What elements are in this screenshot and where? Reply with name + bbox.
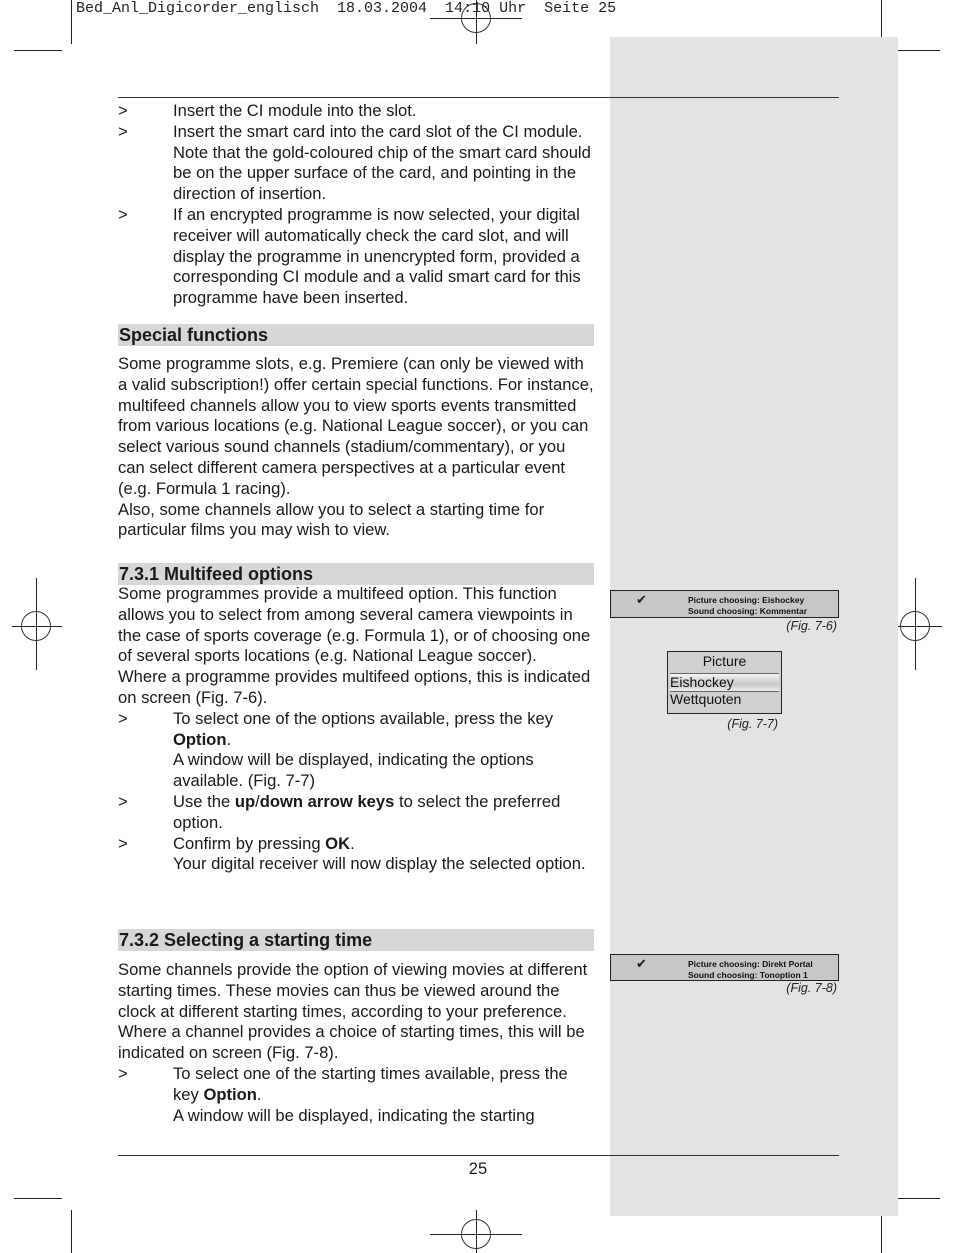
registration-cross [12,626,62,627]
key-name: up [234,791,256,811]
paragraph: Where a programme provides multifeed options, this is indicated on screen (Fig. 7-6). [118,667,591,707]
list-item [118,101,596,122]
menu-option-selected[interactable]: Eishockey [670,673,779,692]
list-item [118,709,596,792]
bottom-rule [118,1155,839,1156]
paragraph: Also, some channels allow you to select a starting time for particular films you may wish to view. [118,499,545,540]
bullet-marker: > [118,708,128,728]
intro-bullets [118,101,596,309]
list-item [118,122,596,205]
osd-banner-fig-7-6 [610,590,839,618]
bullet-text: Insert the smart card into the card slot of the CI module. Note that the gold-coloured chip of the smart card should be on the upper surface of the card, and pointing in the direction of insertion. [173,121,591,204]
crop-mark [71,1210,72,1253]
top-rule [118,97,839,98]
bullet-text: Insert the CI module into the slot. [173,101,417,120]
crop-mark [881,1210,882,1253]
bullet-marker: > [118,791,128,811]
osd-picture-line: Picture choosing: Direkt Portal [688,959,813,969]
bullet-text: Use the up/down arrow keys to select the preferred option. [173,791,561,832]
list-item [118,834,596,876]
section-heading-multifeed: 7.3.1 Multifeed options [118,563,594,585]
registration-cross [892,626,942,627]
registration-cross [476,1210,477,1253]
bullet-marker: > [118,833,128,853]
paragraph: Some programmes provide a multifeed option. This function allows you to select from among several camera viewpoints in the case of sports coverage (e.g. Formula 1), or of choosing one of several sports locations (e.g. National League soccer). [118,584,591,666]
section-heading-special: Special functions [118,324,594,346]
bullet-text: Confirm by pressing OK. Your digital receiver will now display the selected option. [173,833,586,874]
registration-cross [915,578,916,670]
section-heading-starting-time: 7.3.2 Selecting a starting time [118,929,594,951]
bullet-marker: > [118,101,128,120]
bullet-marker: > [118,204,128,224]
checkmark-icon: ✔ [636,592,647,607]
key-name: Option [173,729,227,749]
crop-mark [892,50,940,51]
figure-caption: (Fig. 7-6) [786,619,837,633]
page-number: 25 [468,1159,488,1178]
figure-caption: (Fig. 7-8) [786,981,837,995]
osd-sound-line: Sound choosing: Kommentar [688,606,807,616]
checkmark-icon: ✔ [636,956,647,971]
key-name: OK [325,833,351,853]
crop-mark [71,0,72,44]
option-menu-fig-7-7 [667,651,782,714]
crop-mark [14,1198,62,1199]
list-item [118,205,596,309]
registration-cross [36,578,37,670]
special-section-text [118,354,596,541]
key-name: Option [203,1084,257,1104]
print-slug: Bed_Anl_Digicorder_englisch 18.03.2004 14:10 Uhr Seite 25 [76,0,617,17]
paragraph: Some programme slots, e.g. Premiere (can only be viewed with a valid subscription!) offer certain special functions. For instance, multifeed channels allow you to view sports events transmitted from various locations (e.g. National League soccer), or you can select various sound channels (stadium/commentary), or you can select different camera perspectives at a particular event (e.g. Formula 1 racing). [118,354,594,498]
menu-option[interactable]: Wettquoten [670,691,742,707]
bullet-text: If an encrypted programme is now selected, your digital receiver will automatically check the card slot, and will display the programme in unencrypted form, provided a corresponding CI module and a valid smart card for this programme have been inserted. [173,204,581,308]
paragraph: Where a channel provides a choice of starting times, this will be indicated on screen (Fig. 7-8). [118,1022,585,1063]
multifeed-section-text [118,584,596,875]
menu-title: Picture [702,653,747,669]
crop-mark [14,50,62,51]
bullet-marker: > [118,1063,128,1083]
key-name: down arrow keys [259,791,395,811]
bullet-text: To select one of the options available, press the key Option. A window will be displayed, indicating the options available. (Fig. 7-7) [173,708,554,791]
crop-mark [892,1198,940,1199]
figure-caption: (Fig. 7-7) [727,717,778,731]
osd-banner-fig-7-8 [610,954,839,981]
list-item [118,792,596,834]
list-item [118,1064,596,1126]
paragraph: Some channels provide the option of viewing movies at different starting times. These movies can thus be viewed around the clock at different starting times, according to your preference. [118,960,588,1021]
osd-picture-line: Picture choosing: Eishockey [688,595,805,605]
bullet-marker: > [118,121,128,141]
starting-time-section-text [118,960,596,1126]
osd-sound-line: Sound choosing: Tonoption 1 [688,970,808,980]
bullet-text: To select one of the starting times available, press the key Option. A window will be displayed, indicating the starting [173,1063,568,1125]
